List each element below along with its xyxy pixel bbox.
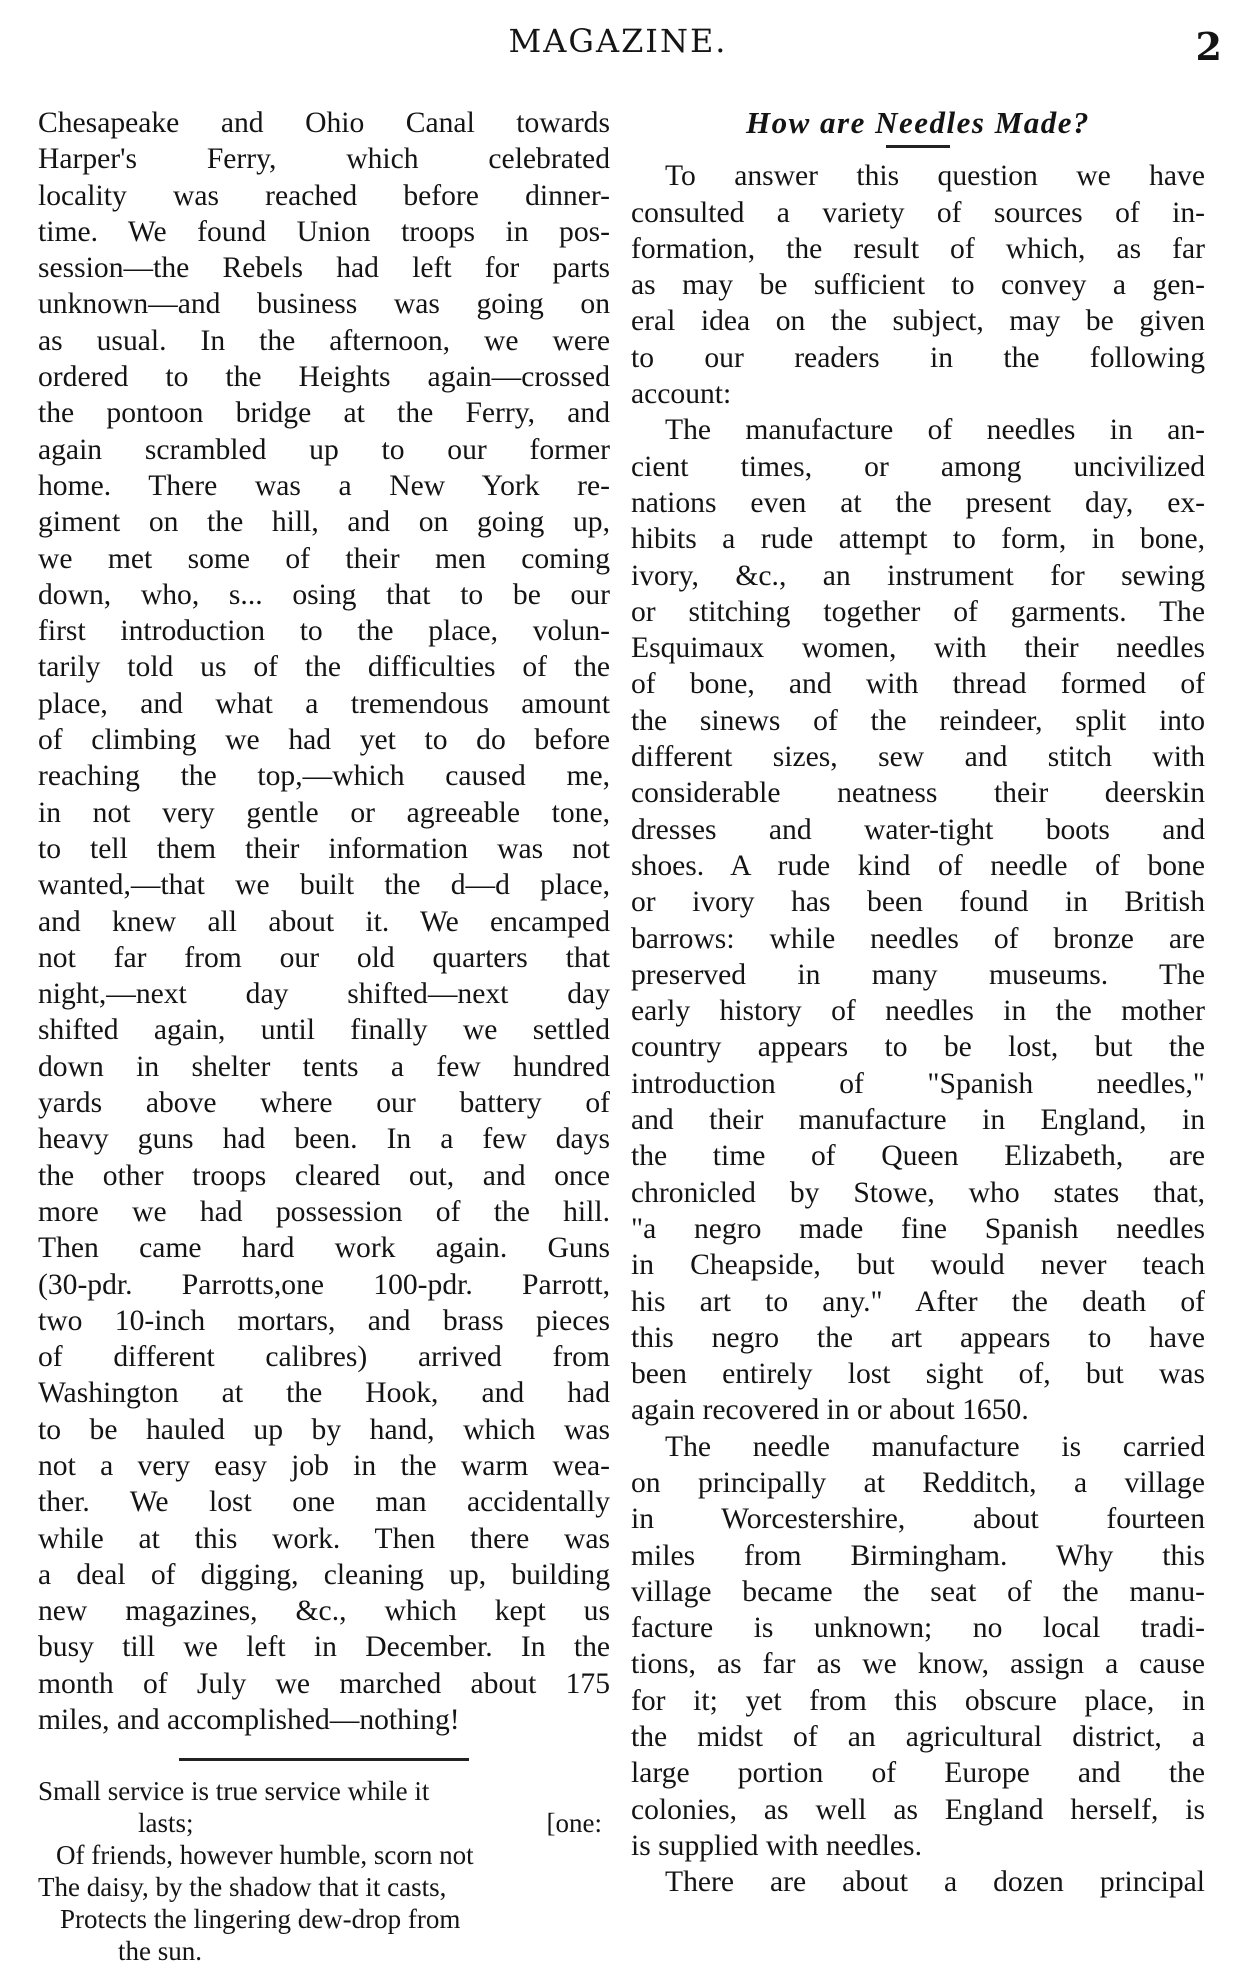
text-line: There are about a dozen principal xyxy=(665,1866,1205,1899)
right-column xyxy=(631,105,1205,1901)
text-line: as may be sufficient to convey a gen- xyxy=(631,269,1205,302)
text-line: large portion of Europe and the xyxy=(631,1757,1205,1790)
text-line: considerable neatness their deerskin xyxy=(631,777,1205,810)
text-line: is supplied with needles. xyxy=(631,1829,922,1862)
paragraph-1 xyxy=(631,158,1205,412)
text-line: while at this work. Then there was xyxy=(38,1522,610,1555)
text-line: wanted,—that we built the d—d place, xyxy=(38,869,610,902)
text-line: ordered to the Heights again—crossed xyxy=(38,361,610,394)
poem-turnover: [one: xyxy=(546,1808,602,1839)
text-line: dresses and water-tight boots and xyxy=(631,813,1205,846)
text-line: the sinews of the reindeer, split into xyxy=(631,704,1205,737)
text-line: night,—next day shifted—next day xyxy=(38,978,610,1011)
running-title: MAGAZINE. xyxy=(508,22,728,60)
title-divider xyxy=(886,145,950,148)
text-line: his art to any." After the death of xyxy=(631,1285,1205,1318)
text-line: we met some of their men coming xyxy=(38,542,610,575)
text-line: as usual. In the afternoon, we were xyxy=(38,324,610,357)
text-line: nations even at the present day, ex- xyxy=(631,486,1205,519)
text-line: and their manufacture in England, in xyxy=(631,1104,1205,1137)
text-line: preserved in many museums. The xyxy=(631,958,1205,991)
text-line: to tell them their information was not xyxy=(38,832,610,865)
text-line: miles from Birmingham. Why this xyxy=(631,1539,1205,1572)
poem-line: the sun. xyxy=(118,1936,202,1967)
text-line: on principally at Redditch, a village xyxy=(631,1466,1205,1499)
text-line: of bone, and with thread formed of xyxy=(631,668,1205,701)
text-line: miles, and accomplished—nothing! xyxy=(38,1704,460,1737)
text-line: facture is unknown; no local tradi- xyxy=(631,1612,1205,1645)
text-line: again recovered in or about 1650. xyxy=(631,1394,1029,1427)
text-line: different sizes, sew and stitch with xyxy=(631,741,1205,774)
text-line: The needle manufacture is carried xyxy=(665,1430,1205,1463)
text-line: to be hauled up by hand, which was xyxy=(38,1413,610,1446)
text-line: country appears to be lost, but the xyxy=(631,1031,1205,1064)
text-line: month of July we marched about 175 xyxy=(38,1667,610,1700)
text-line: not a very easy job in the warm wea- xyxy=(38,1449,610,1482)
text-line: eral idea on the subject, may be given xyxy=(631,305,1205,338)
poem-line-text: lasts; xyxy=(138,1808,194,1839)
text-line: down, who, s... osing that to be our xyxy=(38,578,610,611)
text-line: yards above where our battery of xyxy=(38,1087,610,1120)
text-line: locality was reached before dinner- xyxy=(38,179,610,212)
text-line: of climbing we had yet to do before xyxy=(38,724,610,757)
text-line: "a negro made fine Spanish needles xyxy=(631,1212,1205,1245)
poem-line: Small service is true service while it xyxy=(38,1776,430,1807)
text-line: and knew all about it. We encamped xyxy=(38,905,610,938)
text-line: shifted again, until finally we settled xyxy=(38,1014,610,1047)
text-line: of different calibres) arrived from xyxy=(38,1341,610,1374)
text-line: home. There was a New York re- xyxy=(38,469,610,502)
text-line: busy till we left in December. In the xyxy=(38,1631,610,1664)
poem-line: Protects the lingering dew-drop from xyxy=(60,1904,461,1935)
text-line: the other troops cleared out, and once xyxy=(38,1159,610,1192)
poem-verse xyxy=(38,1775,610,1967)
text-line: (30-pdr. Parrotts,one 100-pdr. Parrott, xyxy=(38,1268,610,1301)
text-line: barrows: while needles of bronze are xyxy=(631,922,1205,955)
text-line: To answer this question we have xyxy=(665,160,1205,193)
text-line: heavy guns had been. In a few days xyxy=(38,1123,610,1156)
text-line: Washington at the Hook, and had xyxy=(38,1377,610,1410)
text-line: been entirely lost sight of, but was xyxy=(631,1358,1205,1391)
text-line: two 10-inch mortars, and brass pieces xyxy=(38,1304,610,1337)
text-line: in Worcestershire, about fourteen xyxy=(631,1503,1205,1536)
text-line: the midst of an agricultural district, a xyxy=(631,1721,1205,1754)
poem-line: The daisy, by the shadow that it casts, xyxy=(38,1872,447,1903)
text-line: in not very gentle or agreeable tone, xyxy=(38,796,610,829)
page-number: 2 xyxy=(1195,24,1222,69)
section-divider xyxy=(179,1758,469,1761)
text-line: or ivory has been found in British xyxy=(631,886,1205,919)
text-line: the pontoon bridge at the Ferry, and xyxy=(38,397,610,430)
text-line: again scrambled up to our former xyxy=(38,433,610,466)
text-line: colonies, as well as England herself, is xyxy=(631,1793,1205,1826)
poem-line xyxy=(38,1807,610,1839)
text-line: this negro the art appears to have xyxy=(631,1321,1205,1354)
text-line: Chesapeake and Ohio Canal towards xyxy=(38,107,610,139)
left-column xyxy=(38,105,610,1967)
text-line: reaching the top,—which caused me, xyxy=(38,760,610,793)
poem-line: Of friends, however humble, scorn not xyxy=(56,1840,474,1871)
text-line: new magazines, &c., which kept us xyxy=(38,1595,610,1628)
text-line: formation, the result of which, as far xyxy=(631,232,1205,265)
text-line: chronicled by Stowe, who states that, xyxy=(631,1176,1205,1209)
text-line: not far from our old quarters that xyxy=(38,941,610,974)
text-line: or stitching together of garments. The xyxy=(631,595,1205,628)
text-line: to our readers in the following xyxy=(631,341,1205,374)
text-line: tions, as far as we know, assign a cause xyxy=(631,1648,1205,1681)
text-line: time. We found Union troops in pos- xyxy=(38,215,610,248)
text-line: in Cheapside, but would never teach xyxy=(631,1249,1205,1282)
text-line: Esquimaux women, with their needles xyxy=(631,632,1205,665)
text-line: shoes. A rude kind of needle of bone xyxy=(631,849,1205,882)
paragraph-2 xyxy=(631,412,1205,1428)
text-line: ther. We lost one man accidentally xyxy=(38,1486,610,1519)
text-line: consulted a variety of sources of in- xyxy=(631,196,1205,229)
text-line: place, and what a tremendous amount xyxy=(38,687,610,720)
text-line: giment on the hill, and on going up, xyxy=(38,506,610,539)
paragraph-3 xyxy=(631,1429,1205,1865)
text-line: hibits a rude attempt to form, in bone, xyxy=(631,523,1205,556)
text-line: account: xyxy=(631,378,732,411)
text-line: session—the Rebels had left for parts xyxy=(38,252,610,285)
text-line: ivory, &c., an instrument for sewing xyxy=(631,559,1205,592)
text-line: introduction of "Spanish needles," xyxy=(631,1067,1205,1100)
text-line: village became the seat of the manu- xyxy=(631,1575,1205,1608)
paragraph-4 xyxy=(631,1864,1205,1900)
text-line: first introduction to the place, volun- xyxy=(38,615,610,648)
text-line: more we had possession of the hill. xyxy=(38,1195,610,1228)
text-line: a deal of digging, cleaning up, building xyxy=(38,1558,610,1591)
text-line: Then came hard work again. Guns xyxy=(38,1232,610,1265)
text-line: The manufacture of needles in an- xyxy=(665,414,1205,447)
text-line: down in shelter tents a few hundred xyxy=(38,1050,610,1083)
text-line: cient times, or among uncivilized xyxy=(631,450,1205,483)
text-line: early history of needles in the mother xyxy=(631,995,1205,1028)
text-line: tarily told us of the difficulties of the xyxy=(38,651,610,684)
text-line: unknown—and business was going on xyxy=(38,288,610,321)
text-line: Harper's Ferry, which celebrated xyxy=(38,143,610,176)
text-line: for it; yet from this obscure place, in xyxy=(631,1684,1205,1717)
article-title: How are Needles Made? xyxy=(745,105,1091,140)
text-line: the time of Queen Elizabeth, are xyxy=(631,1140,1205,1173)
